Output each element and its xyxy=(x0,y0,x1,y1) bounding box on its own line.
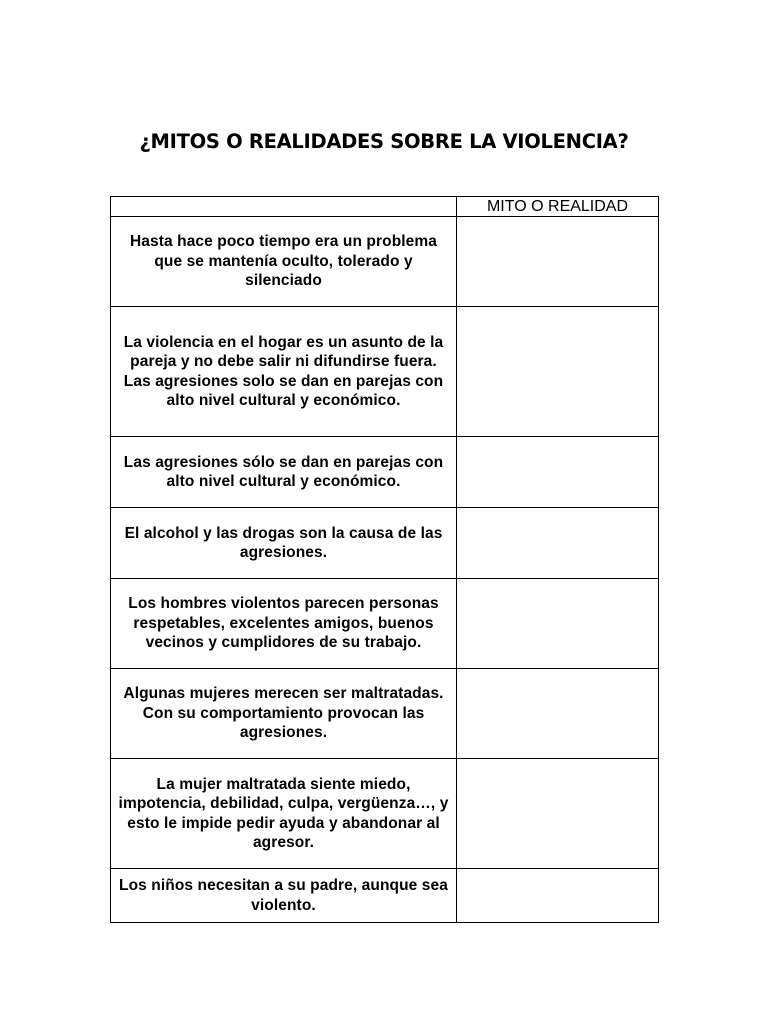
answer-cell[interactable] xyxy=(457,869,659,923)
table-row xyxy=(111,579,659,669)
answer-cell[interactable] xyxy=(457,307,659,437)
answer-cell[interactable] xyxy=(457,759,659,869)
statement-cell: La violencia en el hogar es un asunto de la pareja y no debe salir ni difundirse fuera. Las agresiones solo se dan en parejas con alto nivel cultural y económico. xyxy=(111,307,457,437)
table-header-row xyxy=(111,197,659,217)
mito-o-realidad-column-header: MITO O REALIDAD xyxy=(457,197,659,217)
statement-cell: Hasta hace poco tiempo era un problema que se mantenía oculto, tolerado y silenciado xyxy=(111,217,457,307)
table-row xyxy=(111,669,659,759)
statement-cell: Las agresiones sólo se dan en parejas con alto nivel cultural y económico. xyxy=(111,437,457,508)
table-row xyxy=(111,437,659,508)
table-row xyxy=(111,307,659,437)
statement-cell: Los niños necesitan a su padre, aunque sea violento. xyxy=(111,869,457,923)
myths-reality-table xyxy=(110,196,659,923)
table-row xyxy=(111,508,659,579)
answer-cell[interactable] xyxy=(457,579,659,669)
table-row xyxy=(111,759,659,869)
answer-cell[interactable] xyxy=(457,217,659,307)
answer-cell[interactable] xyxy=(457,508,659,579)
answer-cell[interactable] xyxy=(457,437,659,508)
statement-cell: El alcohol y las drogas son la causa de las agresiones. xyxy=(111,508,457,579)
table-row xyxy=(111,217,659,307)
page-title: ¿MITOS O REALIDADES SOBRE LA VIOLENCIA? xyxy=(139,130,629,153)
table-row xyxy=(111,869,659,923)
answer-cell[interactable] xyxy=(457,669,659,759)
statement-cell: Los hombres violentos parecen personas respetables, excelentes amigos, buenos vecinos y cumplidores de su trabajo. xyxy=(111,579,457,669)
statement-column-header xyxy=(111,197,457,217)
statement-cell: La mujer maltratada siente miedo, impotencia, debilidad, culpa, vergüenza…, y esto le impide pedir ayuda y abandonar al agresor. xyxy=(111,759,457,869)
statement-cell: Algunas mujeres merecen ser maltratadas. Con su comportamiento provocan las agresiones. xyxy=(111,669,457,759)
